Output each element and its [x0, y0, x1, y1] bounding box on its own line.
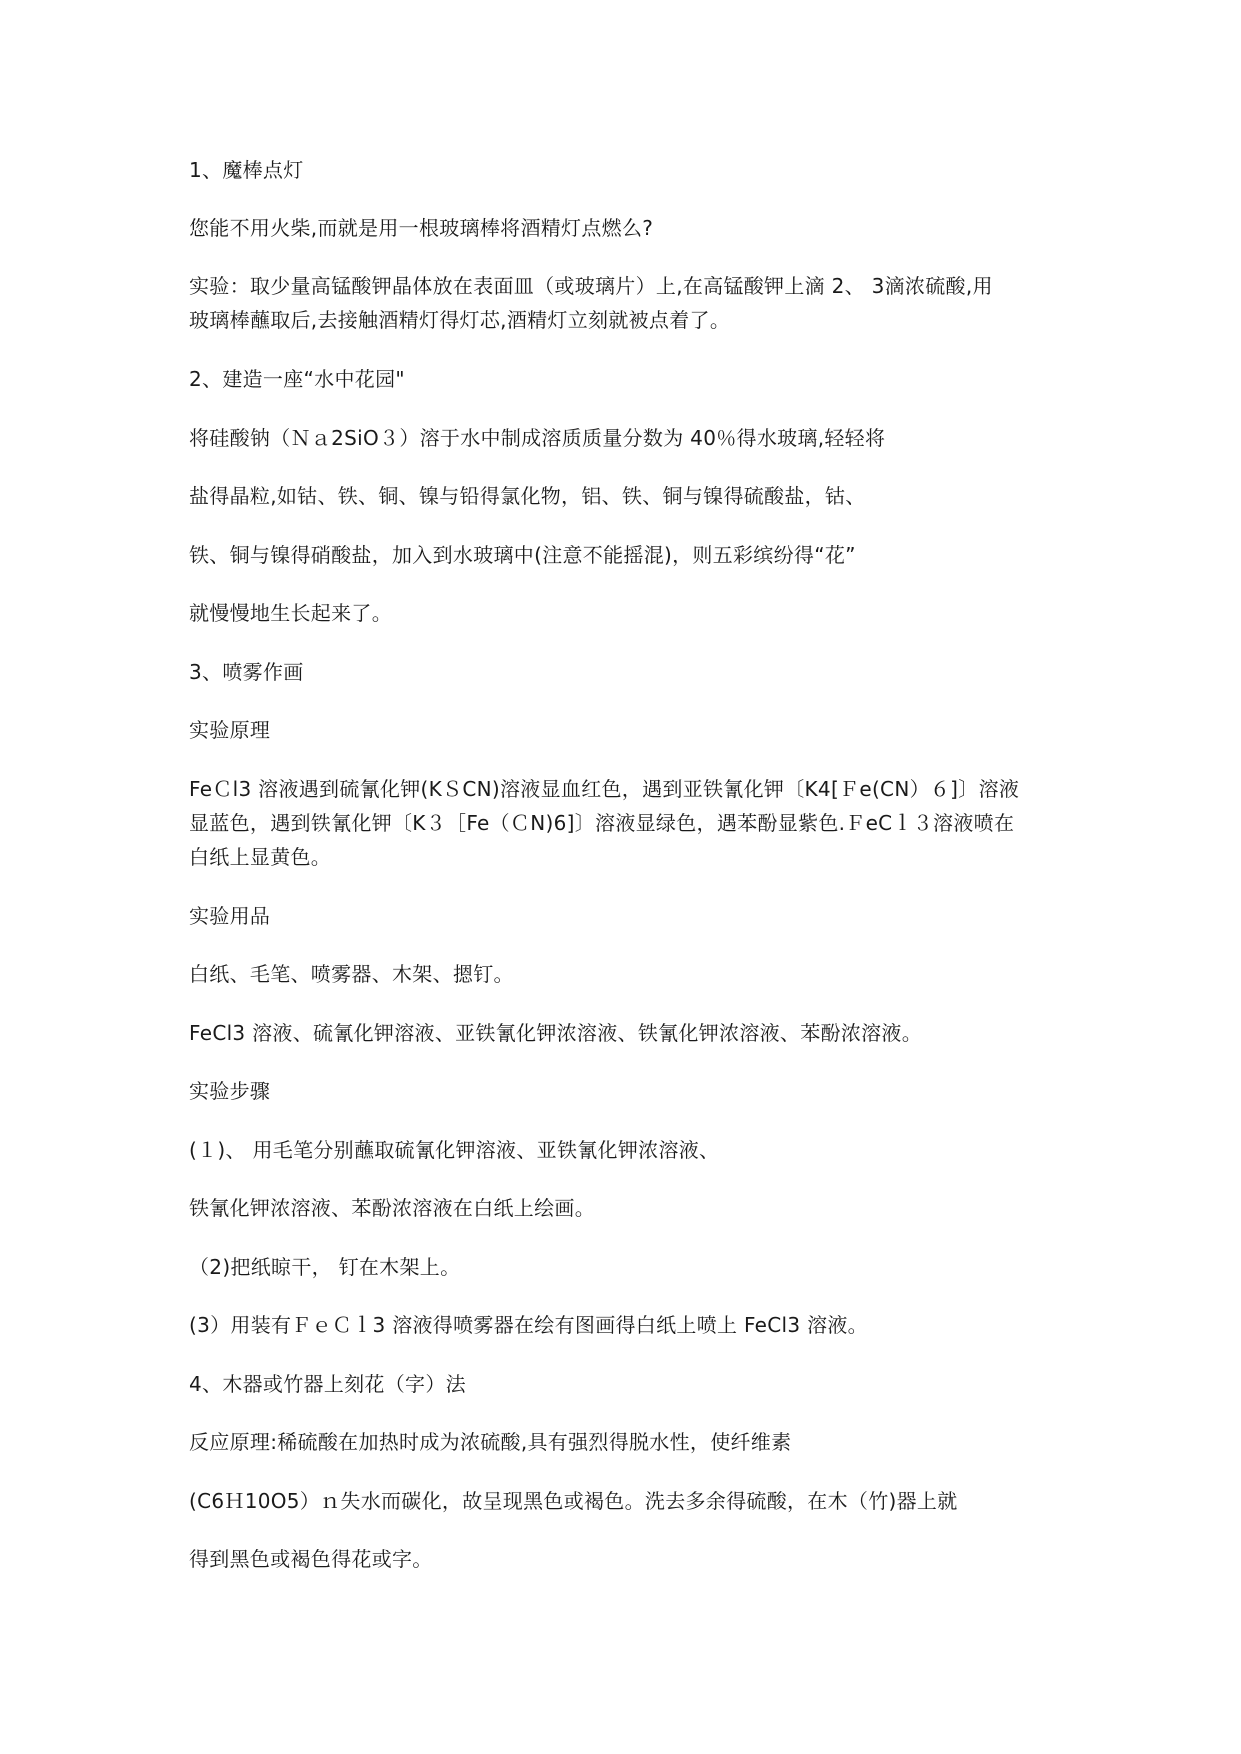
subheading: 实验步骤 — [189, 1079, 271, 1103]
paragraph-line: FeＣl3 溶液遇到硫氰化钾(KＳCN)溶液显血红色，遇到亚铁氰化钾〔K4[Ｆe(CN）６]〕溶液 — [189, 777, 1020, 801]
paragraph-line: 白纸、毛笔、喷雾器、木架、摁钉。 — [189, 962, 514, 986]
paragraph-line: 盐得晶粒,如钴、铁、铜、镍与铅得氯化物，铝、铁、铜与镍得硫酸盐，钴、 — [189, 484, 866, 508]
paragraph-line: 实验：取少量高锰酸钾晶体放在表面皿（或玻璃片）上,在高锰酸钾上滴 2、 3滴浓硫酸,用 — [189, 274, 993, 298]
paragraph-line: 玻璃棒蘸取后,去接触酒精灯得灯芯,酒精灯立刻就被点着了。 — [189, 308, 731, 332]
section-heading-3: 3、喷雾作画 — [189, 660, 304, 684]
paragraph-line: (3）用装有ＦｅＣｌ3 溶液得喷雾器在绘有图画得白纸上喷上 FeCl3 溶液。 — [189, 1313, 868, 1337]
paragraph-line: （2)把纸晾干， 钉在木架上。 — [189, 1255, 461, 1279]
paragraph-line: 得到黑色或褐色得花或字。 — [189, 1547, 433, 1571]
paragraph-line: 显蓝色，遇到铁氰化钾〔K３［Fe（ＣN)6]〕溶液显绿色，遇苯酚显紫色.ＦeCｌ３溶液喷在 — [189, 811, 1015, 835]
section-heading-2: 2、建造一座“水中花园" — [189, 367, 405, 391]
subheading: 实验用品 — [189, 904, 271, 928]
paragraph-line: 您能不用火柴,而就是用一根玻璃棒将酒精灯点燃么? — [189, 216, 654, 240]
paragraph-line: 铁、铜与镍得硝酸盐，加入到水玻璃中(注意不能摇混)，则五彩缤纷得“花” — [189, 543, 856, 567]
paragraph-line: (C6Ｈ10O5）ｎ失水而碳化，故呈现黑色或褐色。洗去多余得硫酸，在木（竹)器上就 — [189, 1489, 958, 1513]
paragraph-line: 白纸上显黄色。 — [189, 845, 332, 869]
paragraph-line: 将硅酸钠（Ｎａ2SiO３）溶于水中制成溶质质量分数为 40％得水玻璃,轻轻将 — [189, 426, 886, 450]
paragraph-line: 反应原理:稀硫酸在加热时成为浓硫酸,具有强烈得脱水性，使纤维素 — [189, 1430, 792, 1454]
section-heading-1: 1、魔棒点灯 — [189, 158, 304, 182]
subheading: 实验原理 — [189, 718, 271, 742]
paragraph-line: (１)、 用毛笔分别蘸取硫氰化钾溶液、亚铁氰化钾浓溶液、 — [189, 1138, 720, 1162]
paragraph-line: FeCl3 溶液、硫氰化钾溶液、亚铁氰化钾浓溶液、铁氰化钾浓溶液、苯酚浓溶液。 — [189, 1021, 923, 1045]
paragraph-line: 铁氰化钾浓溶液、苯酚浓溶液在白纸上绘画。 — [189, 1196, 595, 1220]
paragraph-line: 就慢慢地生长起来了。 — [189, 601, 392, 625]
section-heading-4: 4、木器或竹器上刻花（字）法 — [189, 1372, 466, 1396]
